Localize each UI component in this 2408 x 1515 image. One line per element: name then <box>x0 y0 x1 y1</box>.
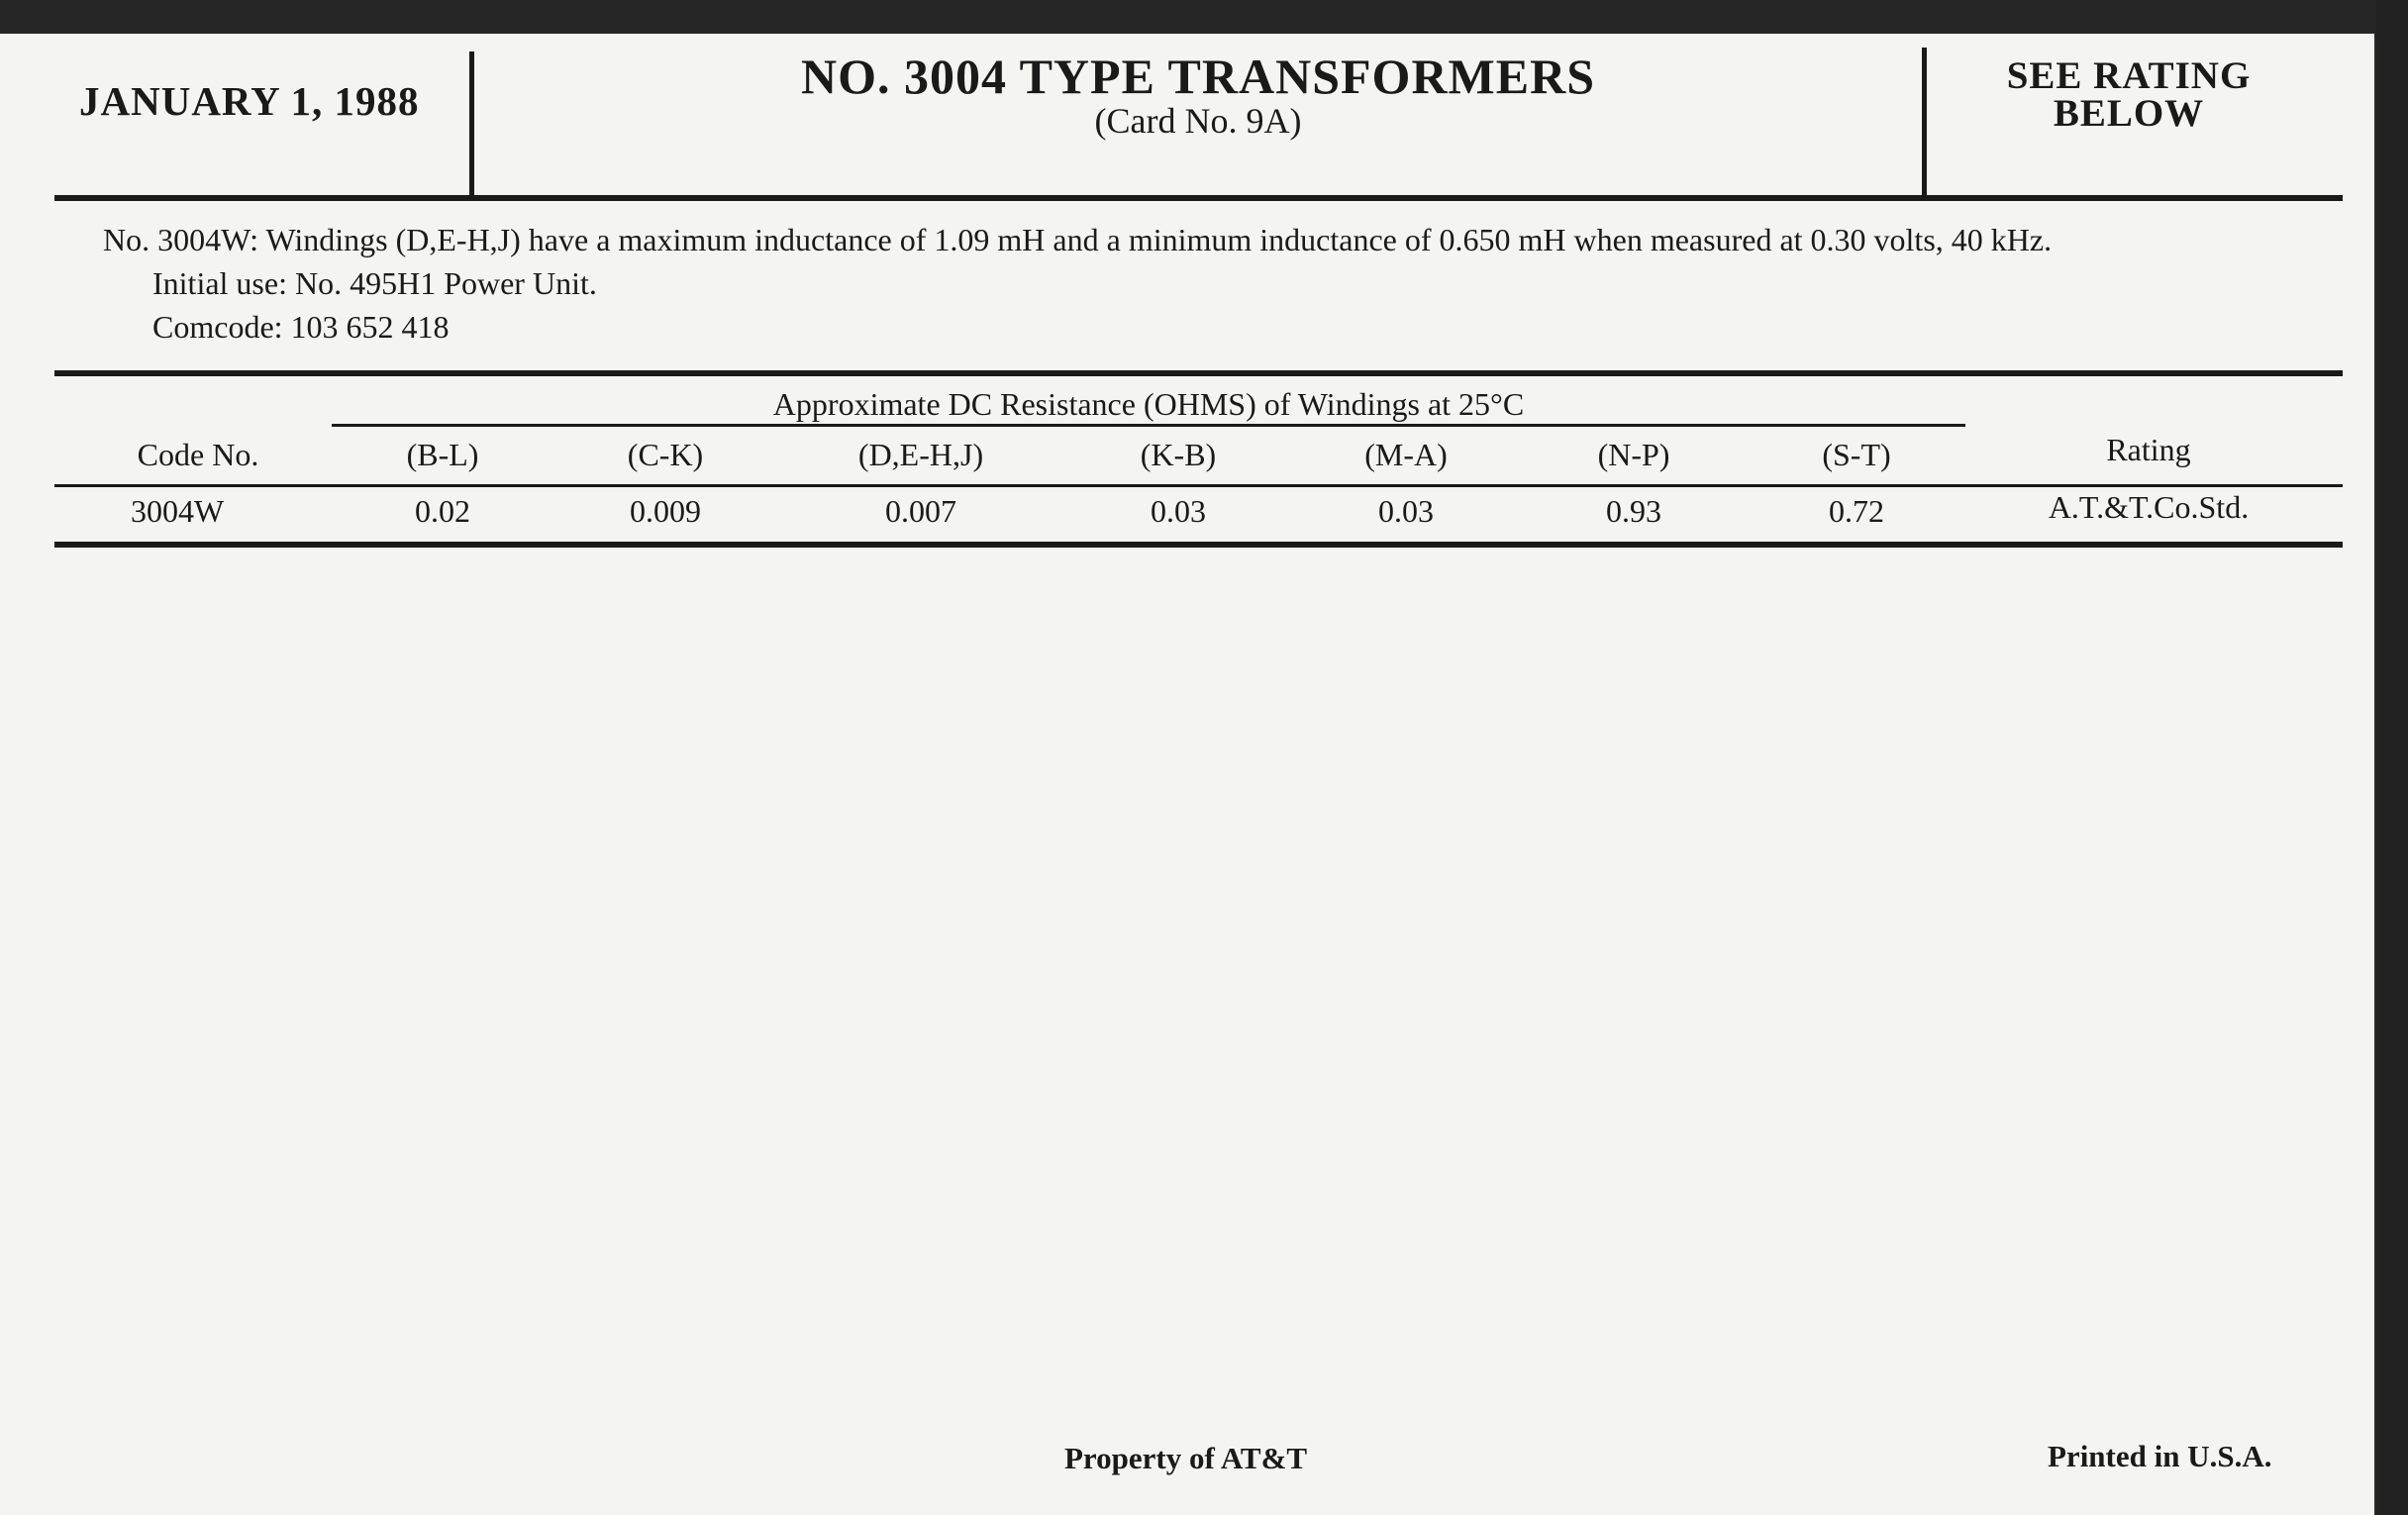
footer-printed: Printed in U.S.A. <box>2048 1439 2272 1473</box>
scan-border-right <box>2376 0 2408 1515</box>
card-subtitle: (Card No. 9A) <box>1094 101 1302 141</box>
row-b-l: 0.02 <box>415 493 470 529</box>
column-header-d-e-h-j: (D,E-H,J) <box>857 437 984 472</box>
column-header-k-b: (K-B) <box>1140 437 1217 472</box>
table-header-rule <box>54 484 2343 487</box>
column-header-b-l: (B-L) <box>406 437 479 472</box>
column-header-rating: Rating <box>2106 432 2191 467</box>
row-s-t: 0.72 <box>1829 493 1884 529</box>
row-d-e-h-j: 0.007 <box>885 493 956 529</box>
card-date: JANUARY 1, 1988 <box>79 78 420 124</box>
description-line-2: Initial use: No. 495H1 Power Unit. <box>152 265 597 301</box>
rating-note-line2: BELOW <box>2053 92 2205 135</box>
header-rule <box>54 195 2343 201</box>
table-bottom-rule <box>54 542 2343 548</box>
rating-note <box>1941 54 2317 135</box>
table-group-underline <box>332 424 1965 427</box>
row-m-a: 0.03 <box>1378 493 1434 529</box>
row-c-k: 0.009 <box>630 493 701 529</box>
row-k-b: 0.03 <box>1151 493 1206 529</box>
description-line-1: No. 3004W: Windings (D,E-H,J) have a maximum inductance of 1.09 mH and a minimum inductance of 0.650 mH when measured at 0.30 volts, 40 kHz. <box>103 222 2053 257</box>
column-header-code-no: Code No. <box>137 437 259 472</box>
column-header-s-t: (S-T) <box>1822 437 1891 472</box>
rating-note-line1: SEE RATING <box>2006 54 2252 97</box>
column-header-m-a: (M-A) <box>1364 437 1448 472</box>
row-rating: A.T.&T.Co.Std. <box>2048 489 2250 525</box>
description <box>103 218 2052 349</box>
table-top-rule <box>54 370 2343 376</box>
footer-property: Property of AT&T <box>1064 1441 1308 1475</box>
column-header-n-p: (N-P) <box>1597 437 1670 472</box>
column-header-c-k: (C-K) <box>627 437 704 472</box>
row-code-no: 3004W <box>131 493 225 529</box>
row-n-p: 0.93 <box>1606 493 1661 529</box>
header-divider-right <box>1922 48 1927 196</box>
header-divider-left <box>469 51 474 200</box>
card-title: NO. 3004 TYPE TRANSFORMERS <box>800 49 1596 104</box>
description-line-3: Comcode: 103 652 418 <box>152 309 450 345</box>
table-group-header: Approximate DC Resistance (OHMS) of Windings at 25°C <box>772 386 1525 422</box>
